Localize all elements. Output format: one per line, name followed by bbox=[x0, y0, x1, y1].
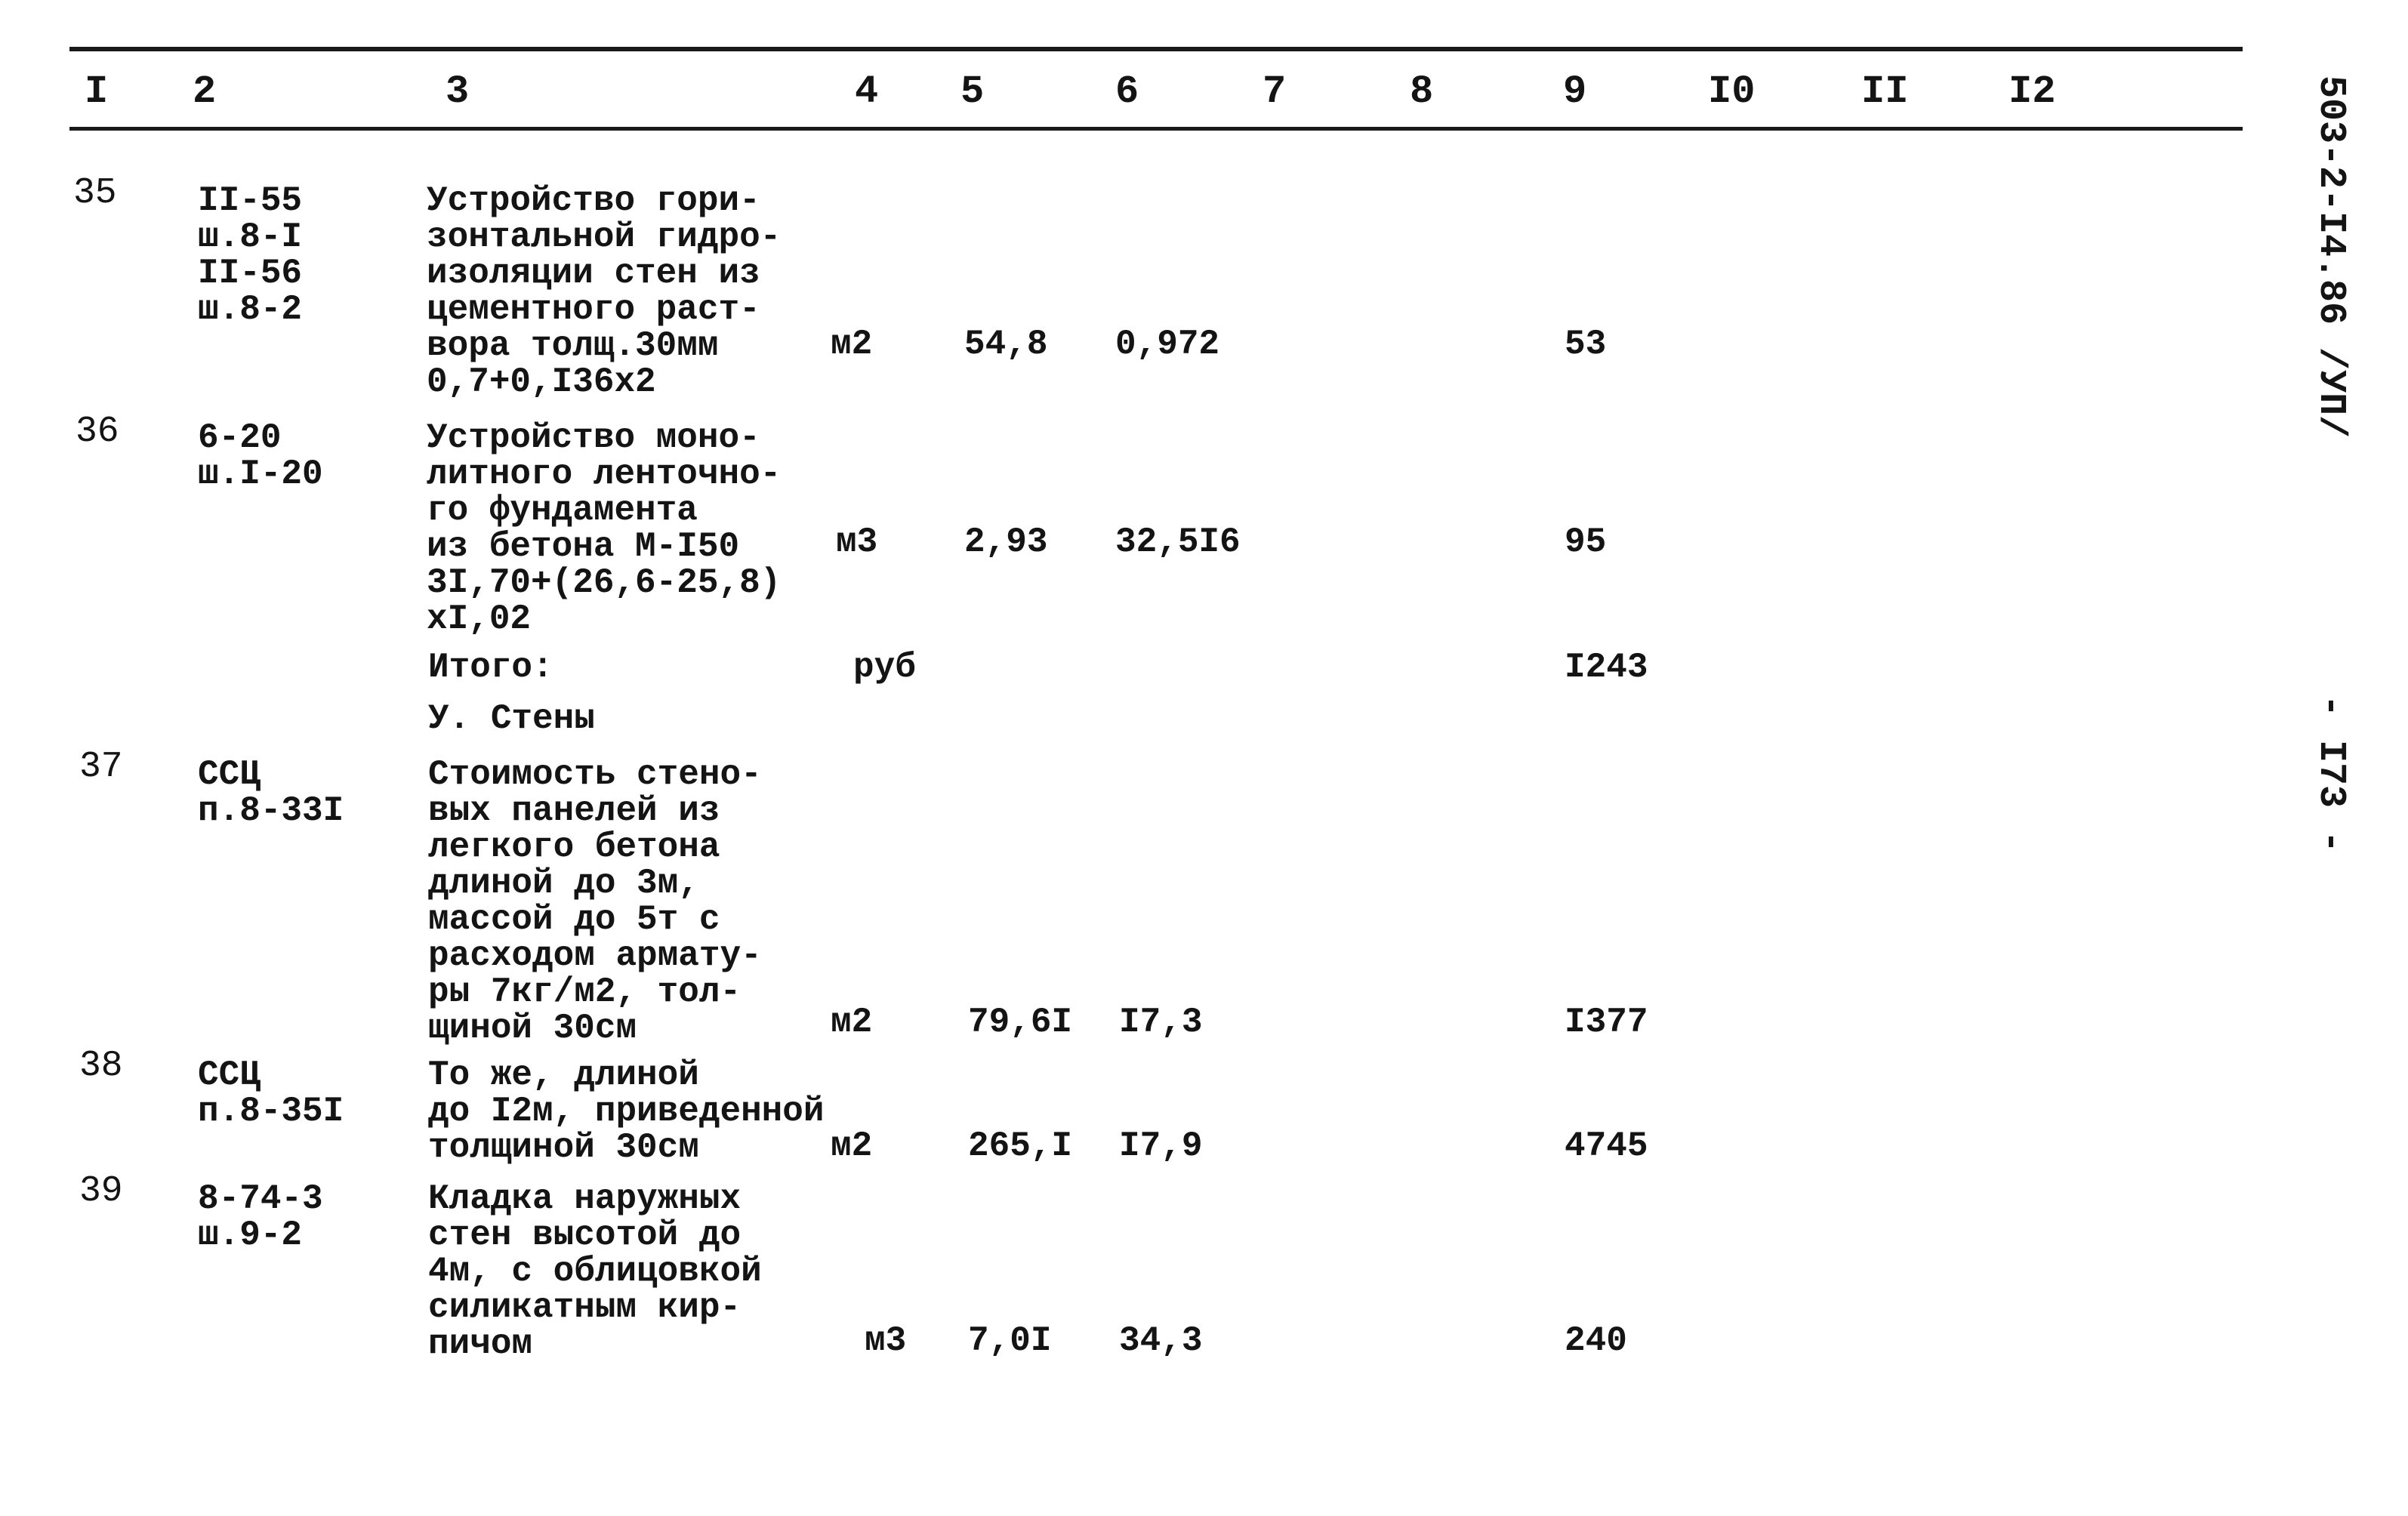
col-header-3: 3 bbox=[446, 69, 470, 114]
row-39-description: Кладка наружных стен высотой до 4м, с облицовкой силикатным кир- пичом bbox=[428, 1179, 762, 1363]
subtotal-unit: руб bbox=[853, 648, 916, 687]
row-35-unit: м2 bbox=[831, 325, 873, 364]
row-36-code: 6-20 ш.I-20 bbox=[198, 418, 323, 494]
subtotal-total: I243 bbox=[1565, 648, 1648, 687]
page-number: - I73 - bbox=[2309, 695, 2352, 854]
row-39-number: 39 bbox=[79, 1171, 123, 1212]
row-36-number: 36 bbox=[76, 411, 119, 452]
col-header-10: I0 bbox=[1708, 69, 1756, 114]
row-36-quantity: 2,93 bbox=[964, 522, 1048, 562]
top-rule bbox=[69, 47, 2243, 51]
row-39-code: 8-74-3 ш.9-2 bbox=[198, 1179, 323, 1255]
row-38-price: I7,9 bbox=[1119, 1126, 1203, 1166]
col-header-1: I bbox=[85, 69, 109, 114]
col-header-7: 7 bbox=[1263, 69, 1287, 114]
col-header-5: 5 bbox=[960, 69, 985, 114]
col-header-4: 4 bbox=[855, 69, 879, 114]
row-35-description: Устройство гори- зонтальной гидро- изоляции стен из цементного раст- вора толщ.30мм 0,7+0,I36х2 bbox=[427, 181, 782, 402]
header-rule bbox=[69, 127, 2243, 131]
row-39-unit: м3 bbox=[865, 1321, 907, 1360]
row-36-total: 95 bbox=[1565, 522, 1607, 562]
col-header-9: 9 bbox=[1563, 69, 1587, 114]
row-35-code: II-55 ш.8-I II-56 ш.8-2 bbox=[198, 181, 303, 329]
row-39-price: 34,3 bbox=[1119, 1321, 1203, 1360]
col-header-12: I2 bbox=[2009, 69, 2056, 114]
row-37-description: Стоимость стено- вых панелей из легкого бетона длиной до 3м, массой до 5т с расходом армату- ры 7кг/м2, тол- щиной 30см bbox=[428, 755, 762, 1048]
col-header-6: 6 bbox=[1115, 69, 1139, 114]
row-37-unit: м2 bbox=[831, 1003, 873, 1042]
row-36-description: Устройство моно- литного ленточно- го фундамента из бетона М-I50 3I,70+(26,6-25,8) хI,02 bbox=[427, 418, 782, 639]
row-38-unit: м2 bbox=[831, 1126, 873, 1166]
row-37-quantity: 79,6I bbox=[968, 1003, 1073, 1042]
row-35-number: 35 bbox=[73, 173, 117, 214]
row-38-total: 4745 bbox=[1565, 1126, 1648, 1166]
document-code: 503-2-I4.86 /УП/ bbox=[2309, 75, 2352, 439]
row-38-code: ССЦ п.8-35I bbox=[198, 1055, 344, 1131]
row-38-description: То же, длиной до I2м, приведенной толщиной 30см bbox=[428, 1055, 825, 1167]
col-header-8: 8 bbox=[1410, 69, 1434, 114]
row-38-number: 38 bbox=[79, 1046, 123, 1086]
col-header-11: II bbox=[1861, 69, 1909, 114]
row-35-total: 53 bbox=[1565, 325, 1607, 364]
row-35-price: 0,972 bbox=[1115, 325, 1220, 364]
row-36-price: 32,5I6 bbox=[1115, 522, 1241, 562]
row-39-total: 240 bbox=[1565, 1321, 1627, 1360]
row-37-code: ССЦ п.8-33I bbox=[198, 755, 344, 830]
subtotal-label: Итого: bbox=[428, 648, 553, 687]
row-39-quantity: 7,0I bbox=[968, 1321, 1052, 1360]
row-36-unit: м3 bbox=[836, 522, 878, 562]
section-heading: У. Стены bbox=[428, 699, 595, 738]
row-37-total: I377 bbox=[1565, 1003, 1648, 1042]
row-38-quantity: 265,I bbox=[968, 1126, 1073, 1166]
col-header-2: 2 bbox=[193, 69, 217, 114]
row-35-quantity: 54,8 bbox=[964, 325, 1048, 364]
row-37-price: I7,3 bbox=[1119, 1003, 1203, 1042]
row-37-number: 37 bbox=[79, 747, 123, 787]
